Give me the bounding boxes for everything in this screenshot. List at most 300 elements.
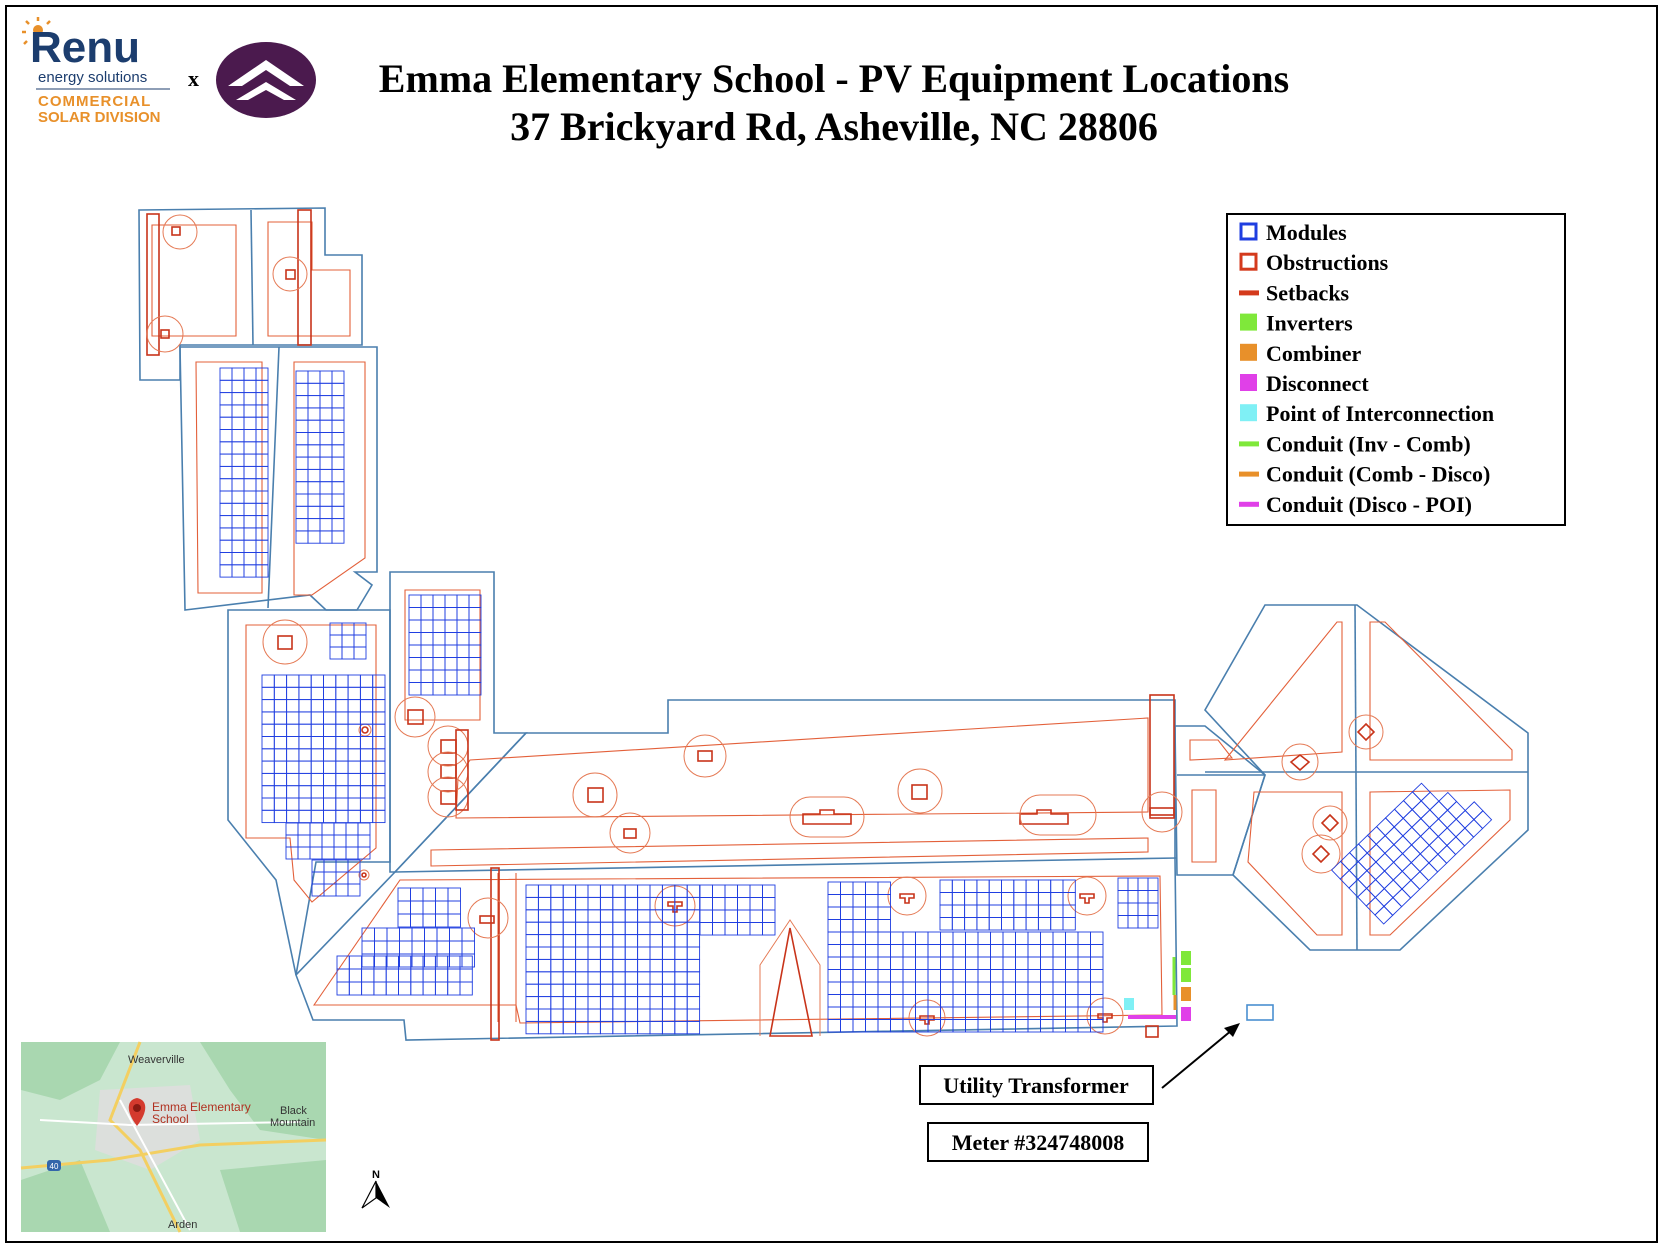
module <box>298 823 310 835</box>
module <box>638 947 650 959</box>
module <box>232 479 244 491</box>
module <box>469 683 481 696</box>
module <box>311 761 323 773</box>
module <box>991 970 1004 983</box>
module <box>675 1021 687 1033</box>
module <box>713 923 726 936</box>
module <box>445 670 457 683</box>
module <box>330 635 342 647</box>
module <box>360 810 372 822</box>
module <box>320 433 332 445</box>
module <box>336 737 348 749</box>
module <box>1053 1007 1066 1020</box>
module <box>1429 854 1447 872</box>
module <box>435 982 447 995</box>
legend-label: Conduit (Comb - Disco) <box>1266 461 1491 487</box>
module <box>457 620 469 633</box>
module <box>337 969 349 982</box>
module <box>551 947 563 959</box>
module <box>311 675 323 687</box>
module <box>360 675 372 687</box>
module <box>1386 809 1404 827</box>
module <box>613 947 625 959</box>
module <box>320 383 332 395</box>
module <box>1412 801 1430 819</box>
module <box>576 1009 588 1021</box>
module <box>399 969 411 982</box>
module <box>433 633 445 646</box>
module <box>336 724 348 736</box>
module <box>409 608 421 621</box>
module <box>903 970 916 983</box>
module <box>423 982 435 995</box>
module <box>978 957 991 970</box>
module <box>551 997 563 1009</box>
module <box>1393 889 1411 907</box>
module <box>1066 932 1079 945</box>
module <box>409 670 421 683</box>
module <box>296 408 308 420</box>
module <box>220 368 232 380</box>
module <box>650 1021 662 1033</box>
module <box>1438 846 1456 864</box>
module <box>324 786 336 798</box>
module <box>538 897 550 909</box>
module <box>1026 893 1038 906</box>
module <box>262 749 274 761</box>
module <box>360 737 372 749</box>
module <box>220 430 232 442</box>
module <box>989 918 1001 931</box>
module <box>232 516 244 528</box>
module <box>613 935 625 947</box>
module <box>687 984 699 996</box>
module <box>1016 945 1029 958</box>
module <box>675 1009 687 1021</box>
module <box>311 749 323 761</box>
module <box>336 798 348 810</box>
module <box>1412 836 1430 854</box>
module <box>903 982 916 995</box>
module <box>828 995 841 1008</box>
module <box>374 982 386 995</box>
module <box>436 914 449 927</box>
map-label-black-line1: Black <box>280 1105 307 1117</box>
module <box>1465 819 1483 837</box>
module <box>866 970 879 983</box>
module <box>1148 878 1158 891</box>
module <box>1148 891 1158 904</box>
module <box>1041 957 1054 970</box>
module <box>563 897 575 909</box>
module <box>576 997 588 1009</box>
module <box>978 932 991 945</box>
module <box>878 920 891 933</box>
legend-label: Disconnect <box>1266 371 1369 396</box>
module <box>563 997 575 1009</box>
module <box>941 982 954 995</box>
module <box>348 712 360 724</box>
module <box>576 885 588 897</box>
module <box>866 907 879 920</box>
module <box>588 959 600 971</box>
module <box>965 893 977 906</box>
legend-swatch <box>1240 374 1257 391</box>
module <box>421 595 433 608</box>
module <box>334 847 346 859</box>
module <box>1038 918 1050 931</box>
module <box>538 947 550 959</box>
module <box>841 907 854 920</box>
module <box>853 1007 866 1020</box>
module <box>286 835 298 847</box>
module <box>336 749 348 761</box>
legend-item-9 <box>1239 462 1490 487</box>
module <box>991 945 1004 958</box>
module <box>841 895 854 908</box>
module <box>296 494 308 506</box>
module-array <box>330 623 366 659</box>
module <box>828 907 841 920</box>
module <box>700 885 713 898</box>
module <box>563 984 575 996</box>
module <box>650 984 662 996</box>
module <box>940 918 952 931</box>
module <box>551 1021 563 1033</box>
module <box>1118 916 1128 929</box>
module <box>244 454 256 466</box>
module <box>1002 905 1014 918</box>
module <box>928 957 941 970</box>
module <box>940 905 952 918</box>
module <box>828 920 841 933</box>
module <box>613 910 625 922</box>
module <box>1332 861 1350 879</box>
module <box>928 970 941 983</box>
module <box>232 380 244 392</box>
module <box>1091 970 1104 983</box>
module <box>866 995 879 1008</box>
module <box>274 737 286 749</box>
module <box>448 901 461 914</box>
module <box>965 918 977 931</box>
module <box>1026 880 1038 893</box>
module <box>1394 836 1412 854</box>
module <box>1016 957 1029 970</box>
map-label-school-line1: Emma Elementary <box>152 1100 251 1114</box>
module <box>687 1009 699 1021</box>
module <box>966 970 979 983</box>
module <box>625 959 637 971</box>
partner-mountain-logo <box>216 42 316 118</box>
module <box>433 620 445 633</box>
module <box>409 658 421 671</box>
module <box>296 519 308 531</box>
module <box>311 798 323 810</box>
legend-item-10 <box>1239 492 1472 517</box>
module <box>220 380 232 392</box>
module <box>600 935 612 947</box>
module <box>332 433 344 445</box>
module <box>1028 982 1041 995</box>
module <box>274 798 286 810</box>
module <box>941 970 954 983</box>
module-array <box>828 882 891 932</box>
module <box>1420 863 1438 881</box>
module <box>1359 835 1377 853</box>
module <box>274 675 286 687</box>
module <box>940 880 952 893</box>
module <box>625 910 637 922</box>
module <box>891 982 904 995</box>
module <box>324 761 336 773</box>
module <box>687 922 699 934</box>
module <box>469 595 481 608</box>
module <box>337 982 349 995</box>
module <box>360 786 372 798</box>
module <box>662 959 674 971</box>
module <box>538 885 550 897</box>
module <box>348 749 360 761</box>
module <box>362 982 374 995</box>
module <box>841 945 854 958</box>
module <box>244 466 256 478</box>
module <box>1138 916 1148 929</box>
module <box>625 1009 637 1021</box>
module <box>588 910 600 922</box>
module <box>916 970 929 983</box>
module <box>675 972 687 984</box>
module <box>244 430 256 442</box>
module <box>1148 916 1158 929</box>
module <box>966 957 979 970</box>
module <box>650 935 662 947</box>
module <box>299 675 311 687</box>
module <box>1063 905 1075 918</box>
module <box>349 956 361 969</box>
module <box>308 469 320 481</box>
module <box>763 923 776 936</box>
module <box>1393 871 1411 889</box>
module <box>287 675 299 687</box>
module <box>750 923 763 936</box>
module <box>262 700 274 712</box>
module <box>296 482 308 494</box>
module <box>576 972 588 984</box>
module <box>373 687 385 699</box>
module <box>308 457 320 469</box>
module <box>332 396 344 408</box>
module <box>220 503 232 515</box>
module <box>638 1009 650 1021</box>
module <box>1341 853 1359 871</box>
module <box>244 479 256 491</box>
module <box>1118 903 1128 916</box>
module <box>613 972 625 984</box>
module <box>638 885 650 897</box>
module <box>941 995 954 1008</box>
module-array <box>337 956 472 995</box>
module <box>576 959 588 971</box>
module <box>638 935 650 947</box>
module <box>878 907 891 920</box>
module <box>287 761 299 773</box>
module <box>362 969 374 982</box>
module <box>891 995 904 1008</box>
legend-label: Setbacks <box>1266 280 1350 306</box>
module <box>638 984 650 996</box>
module <box>853 1020 866 1033</box>
module <box>977 893 989 906</box>
module <box>457 595 469 608</box>
module <box>563 1021 575 1033</box>
module <box>373 749 385 761</box>
module <box>308 383 320 395</box>
module <box>296 531 308 543</box>
module <box>311 712 323 724</box>
module <box>1078 1020 1091 1033</box>
module <box>763 898 776 911</box>
renu-tagline: energy solutions <box>38 69 148 86</box>
module <box>1403 845 1421 863</box>
module <box>1002 918 1014 931</box>
module <box>916 957 929 970</box>
module <box>262 724 274 736</box>
module <box>1358 853 1376 871</box>
legend-label: Obstructions <box>1266 250 1389 276</box>
module <box>348 687 360 699</box>
legend-swatch <box>1239 441 1259 446</box>
module <box>1384 898 1402 916</box>
module <box>308 494 320 506</box>
module <box>878 945 891 958</box>
module <box>457 670 469 683</box>
module <box>526 959 538 971</box>
module <box>828 982 841 995</box>
module <box>977 880 989 893</box>
module <box>966 932 979 945</box>
module <box>991 957 1004 970</box>
module <box>675 922 687 934</box>
module <box>991 995 1004 1008</box>
module <box>650 1009 662 1021</box>
module <box>287 749 299 761</box>
module <box>989 905 1001 918</box>
module <box>600 897 612 909</box>
module <box>296 457 308 469</box>
logo-separator: x <box>188 66 199 91</box>
module <box>1051 893 1063 906</box>
module <box>1028 932 1041 945</box>
module <box>551 972 563 984</box>
module <box>274 700 286 712</box>
module <box>348 737 360 749</box>
module <box>853 932 866 945</box>
building-east-link <box>1175 726 1265 875</box>
module <box>1420 845 1438 863</box>
module <box>336 675 348 687</box>
module <box>1448 802 1466 820</box>
module <box>662 947 674 959</box>
module <box>373 737 385 749</box>
building-connector <box>390 572 526 872</box>
module <box>334 823 346 835</box>
module <box>311 786 323 798</box>
module <box>991 932 1004 945</box>
module <box>274 724 286 736</box>
module <box>1118 891 1128 904</box>
building-west-wing <box>228 610 390 975</box>
module <box>1016 970 1029 983</box>
module <box>299 687 311 699</box>
module <box>421 608 433 621</box>
module <box>322 823 334 835</box>
module <box>336 810 348 822</box>
module <box>828 957 841 970</box>
module <box>232 442 244 454</box>
module <box>360 749 372 761</box>
module <box>600 984 612 996</box>
module <box>437 941 450 954</box>
module <box>1411 854 1429 872</box>
module <box>311 724 323 736</box>
legend <box>1227 214 1565 525</box>
module <box>296 445 308 457</box>
module <box>348 761 360 773</box>
module <box>538 972 550 984</box>
module <box>891 957 904 970</box>
module <box>310 823 322 835</box>
module <box>1128 891 1138 904</box>
module <box>373 724 385 736</box>
module <box>232 565 244 577</box>
module <box>1002 893 1014 906</box>
module <box>1016 995 1029 1008</box>
module <box>828 970 841 983</box>
module <box>287 700 299 712</box>
module <box>1358 871 1376 889</box>
module <box>232 528 244 540</box>
module <box>220 405 232 417</box>
module <box>828 895 841 908</box>
module <box>853 920 866 933</box>
module <box>274 786 286 798</box>
module <box>1366 897 1384 915</box>
combiner <box>1181 987 1191 1001</box>
module <box>588 984 600 996</box>
module <box>538 997 550 1009</box>
module <box>891 1020 904 1033</box>
module <box>1376 836 1394 854</box>
module-array <box>220 368 268 577</box>
module <box>1041 1020 1054 1033</box>
module <box>989 880 1001 893</box>
module <box>262 737 274 749</box>
module <box>526 885 538 897</box>
module <box>828 932 841 945</box>
module <box>324 700 336 712</box>
north-arrow-label: N <box>372 1169 380 1181</box>
module <box>526 897 538 909</box>
module <box>232 553 244 565</box>
page-title: Emma Elementary School - PV Equipment Locations <box>378 56 1290 101</box>
module <box>866 957 879 970</box>
module <box>409 620 421 633</box>
module <box>551 897 563 909</box>
renu-logo <box>22 17 170 126</box>
module <box>841 1020 854 1033</box>
module <box>469 608 481 621</box>
